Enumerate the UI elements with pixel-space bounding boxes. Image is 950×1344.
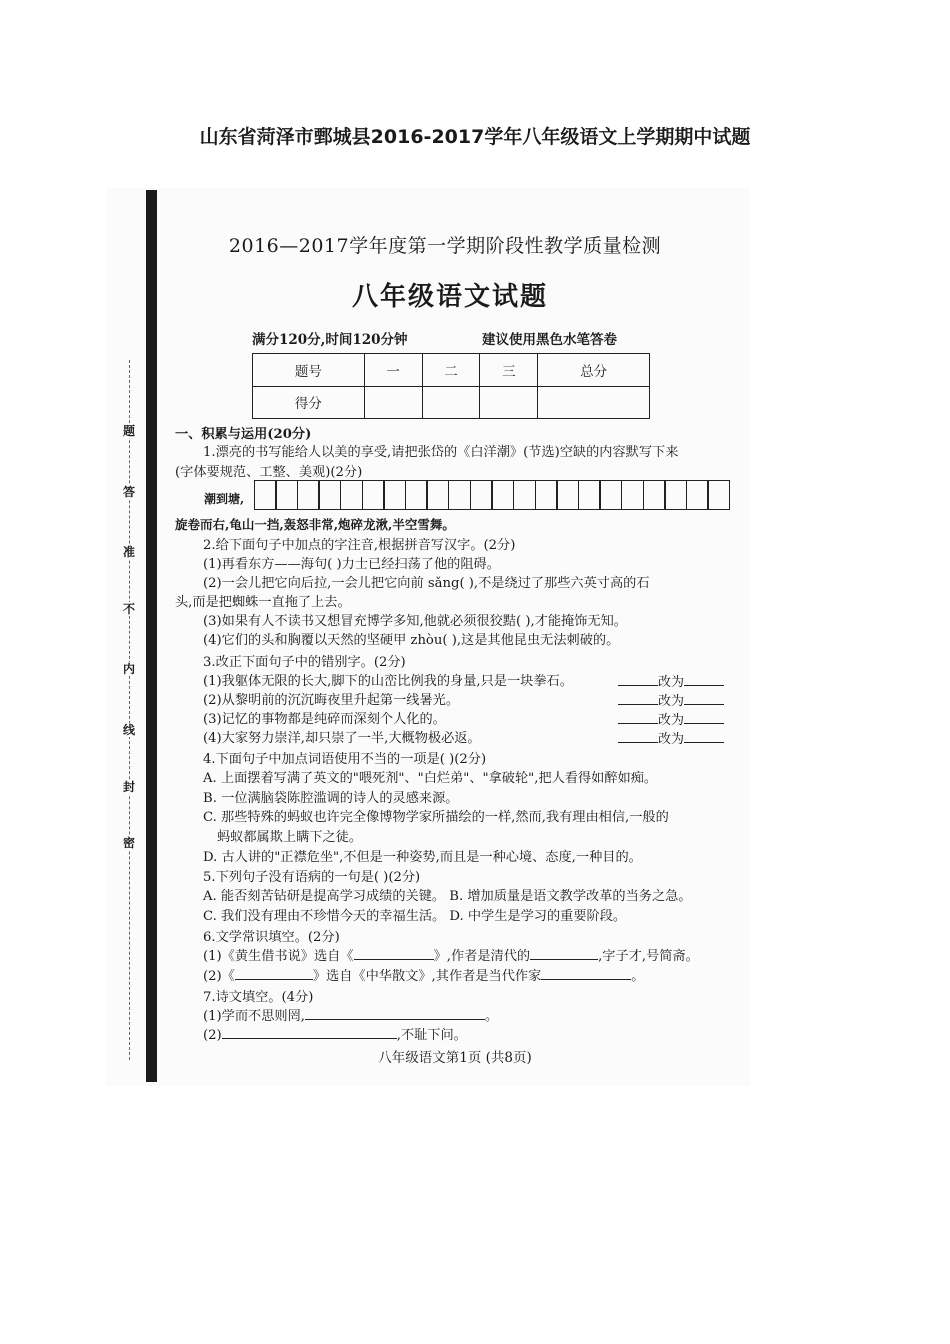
question-4: 4.下面句子中加点词语使用不当的一项是( )(2分) <box>203 752 487 767</box>
exam-header: 2016—2017学年度第一学期阶段性教学质量检测 <box>228 235 662 257</box>
answer-blank[interactable] <box>305 1019 485 1020</box>
score-table-header-row <box>253 354 650 387</box>
question-3-2: (2)从黎明前的沉沉晦夜里升起第一线暑光。 <box>203 693 460 708</box>
grid-cell <box>448 480 471 510</box>
exam-time-info: 满分120分,时间120分钟 <box>252 332 408 348</box>
question-2-2-cont: 头,而是把蜘蛛一直拖了上去。 <box>175 595 351 610</box>
question-1-note: (字体要规范、工整、美观)(2分) <box>175 465 363 480</box>
document-title: 山东省菏泽市鄄城县2016-2017学年八年级语文上学期期中试题 <box>199 126 751 148</box>
grid-cell <box>362 480 385 510</box>
question-3-1: (1)我躯体无限的长大,脚下的山峦比例我的身量,只是一块拳石。 <box>203 674 573 689</box>
grid-cell <box>535 480 558 510</box>
binding-char: 不 <box>122 602 135 616</box>
scan-edge-bar <box>146 190 157 1082</box>
grid-cell <box>254 480 277 510</box>
question-6-2 <box>203 967 768 987</box>
score-column: 一 <box>364 354 422 387</box>
section-heading: 一、积累与运用(20分) <box>175 427 312 442</box>
q7-1-text: (1)学而不思则罔, <box>203 1009 305 1024</box>
grid-cell <box>491 480 514 510</box>
question-7-2 <box>203 1026 768 1046</box>
answer-blank[interactable] <box>354 959 434 960</box>
question-3: 3.改正下面句子中的错别字。(2分) <box>203 655 406 670</box>
exam-info <box>252 328 652 348</box>
question-1-continuation: 旋卷而右,龟山一挡,轰怒非常,炮碎龙湫,半空雪舞。 <box>175 517 455 532</box>
correction-blank <box>618 728 738 747</box>
question-6: 6.文学常识填空。(2分) <box>203 930 340 945</box>
score-column: 二 <box>422 354 480 387</box>
q6-2-text: (2)《 <box>203 969 235 984</box>
grid-cell <box>599 480 622 510</box>
question-1: 1.漂亮的书写能给人以美的享受,请把张岱的《白洋潮》(节选)空缺的内容默写下来 <box>203 445 679 460</box>
score-table <box>252 353 650 419</box>
correction-blank <box>618 709 738 728</box>
score-column: 三 <box>480 354 538 387</box>
question-4-option-b: B. 一位满脑袋陈腔滥调的诗人的灵感来源。 <box>203 791 459 806</box>
answer-blank[interactable] <box>530 959 598 960</box>
question-3-3: (3)记忆的事物都是纯碎而深刻个人化的。 <box>203 712 446 727</box>
question-4-option-a: A. 上面摆着写满了英文的"喂死剂"、"白烂弟"、"拿破轮",把人看得如醉如痴。 <box>203 771 658 786</box>
change-to-label: 改为 <box>658 732 685 747</box>
change-to-label: 改为 <box>658 713 685 728</box>
q6-1-text: (1)《黄生借书说》选自《 <box>203 949 354 964</box>
score-cell <box>422 386 480 419</box>
change-to-label: 改为 <box>658 694 685 709</box>
grid-cell <box>686 480 709 510</box>
q6-1-text: 》,作者是清代的 <box>433 949 531 964</box>
q6-2-text: 。 <box>631 969 645 984</box>
question-5: 5.下列句子没有语病的一句是( )(2分) <box>203 870 421 885</box>
binding-char: 题 <box>122 424 135 438</box>
page-footer: 八年级语文第1页 (共8页) <box>378 1050 532 1066</box>
score-table-score-row <box>253 386 650 419</box>
score-row-label: 题号 <box>253 354 365 387</box>
binding-char: 封 <box>122 780 135 794</box>
binding-char: 答 <box>122 485 135 499</box>
score-cell <box>538 386 650 419</box>
correction-blank <box>618 671 738 690</box>
binding-char: 线 <box>122 723 135 737</box>
q7-2-text: ,不耻下问。 <box>396 1028 467 1043</box>
question-2-1: (1)再看东方——海句( )力士已经扫荡了他的阻碍。 <box>203 557 500 572</box>
exam-pen-advice: 建议使用黑色水笔答卷 <box>482 332 617 348</box>
grid-cell <box>513 480 536 510</box>
grid-cell <box>643 480 666 510</box>
question-2-3: (3)如果有人不读书又想冒充博学多知,他就必须很狡黠( ),才能掩饰无知。 <box>203 614 627 629</box>
score-cell <box>364 386 422 419</box>
grid-cell <box>470 480 493 510</box>
question-1-prefix: 潮到塘, <box>204 492 245 506</box>
grid-cell <box>578 480 601 510</box>
score-cell <box>480 386 538 419</box>
question-4-option-c: C. 那些特殊的蚂蚁也许完全像博物学家所描绘的一样,然而,我有理由相信,一般的 <box>203 810 669 825</box>
q6-2-text: 》选自《中华散文》,其作者是当代作家 <box>312 969 542 984</box>
writing-grid <box>255 480 730 510</box>
question-4-option-c-cont: 蚂蚁都属欺上瞒下之徒。 <box>217 830 363 845</box>
score-row-label: 得分 <box>253 386 365 419</box>
answer-blank[interactable] <box>235 979 313 980</box>
binding-char: 密 <box>122 836 135 850</box>
answer-blank[interactable] <box>222 1038 397 1039</box>
grid-cell <box>340 480 363 510</box>
question-2-2: (2)一会儿把它向后拉,一会儿把它向前 sǎng( ),不是绕过了那些六英寸高的石 <box>203 576 650 591</box>
q7-2-text: (2) <box>203 1028 222 1043</box>
answer-blank[interactable] <box>541 979 631 980</box>
correction-blank <box>618 690 738 709</box>
grid-cell <box>297 480 320 510</box>
binding-char: 内 <box>122 662 135 676</box>
question-3-4: (4)大家努力崇洋,却只崇了一半,大概物极必返。 <box>203 731 481 746</box>
score-column: 总分 <box>538 354 650 387</box>
binding-dashed-line <box>129 360 130 1060</box>
question-2: 2.给下面句子中加点的字注音,根据拼音写汉字。(2分) <box>203 538 516 553</box>
binding-char: 准 <box>122 545 135 559</box>
grid-cell <box>664 480 687 510</box>
question-6-1 <box>203 947 768 967</box>
grid-cell <box>621 480 644 510</box>
grid-cell <box>556 480 579 510</box>
change-to-label: 改为 <box>658 675 685 690</box>
grid-cell <box>405 480 428 510</box>
question-5-options-ab: A. 能否刻苦钻研是提高学习成绩的关键。 B. 增加质量是语文教学改革的当务之急。 <box>203 889 692 904</box>
grid-cell <box>707 480 730 510</box>
grid-cell <box>318 480 341 510</box>
grid-cell <box>383 480 406 510</box>
question-2-4: (4)它们的头和胸覆以天然的坚硬甲 zhòu( ),这是其他昆虫无法刺破的。 <box>203 633 620 648</box>
q6-1-text: ,字子才,号简斋。 <box>598 949 699 964</box>
grid-cell <box>426 480 449 510</box>
grid-cell <box>275 480 298 510</box>
question-5-options-cd: C. 我们没有理由不珍惜今天的幸福生活。 D. 中学生是学习的重要阶段。 <box>203 909 627 924</box>
question-7-1 <box>203 1007 768 1027</box>
question-4-option-d: D. 古人讲的"正襟危坐",不但是一种姿势,而且是一种心境、态度,一种目的。 <box>203 850 642 865</box>
q7-1-text: 。 <box>485 1009 499 1024</box>
exam-title: 八年级语文试题 <box>351 282 548 312</box>
question-7: 7.诗文填空。(4分) <box>203 990 314 1005</box>
